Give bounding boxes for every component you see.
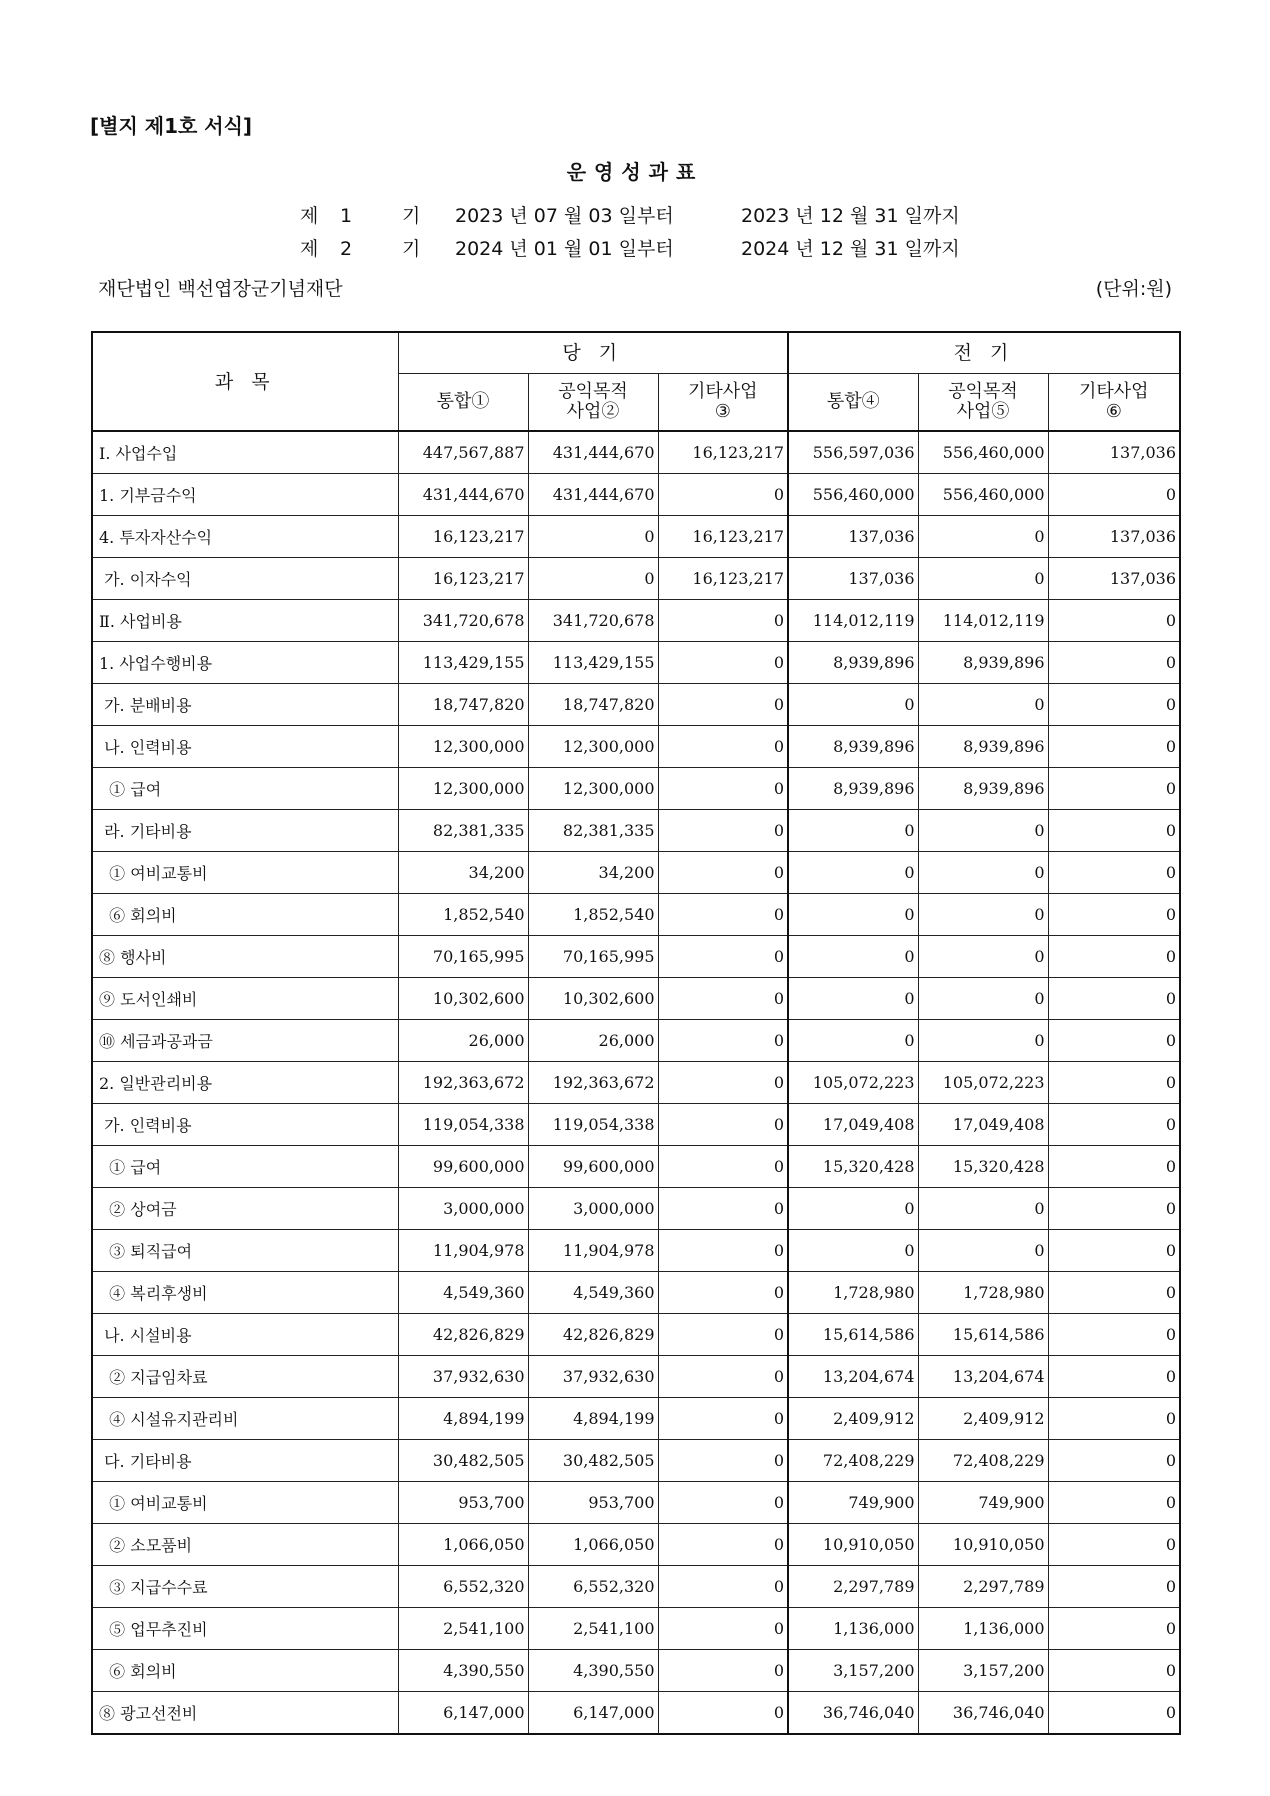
row-value-cell: 12,300,000 [528,726,658,768]
period-to: 2023 년 12 월 31 일까지 [741,205,960,227]
row-value-cell: 1,728,980 [918,1272,1048,1314]
row-value-cell: 556,460,000 [918,431,1048,474]
row-value-cell: 37,932,630 [528,1356,658,1398]
row-value-cell: 8,939,896 [788,726,918,768]
row-value-cell: 0 [1048,1062,1180,1104]
row-value-cell: 0 [788,894,918,936]
column-subheader: 기타사업 ③ [658,374,788,432]
table-row [92,1608,1180,1650]
row-item-label: ① 여비교통비 [92,1482,398,1524]
row-value-cell: 8,939,896 [918,642,1048,684]
row-value-cell: 0 [918,684,1048,726]
row-value-cell: 0 [658,978,788,1020]
row-value-cell: 30,482,505 [528,1440,658,1482]
row-value-cell: 4,549,360 [398,1272,528,1314]
row-value-cell: 0 [918,558,1048,600]
row-value-cell: 12,300,000 [398,768,528,810]
row-value-cell: 0 [658,768,788,810]
row-item-label: ⑧ 행사비 [92,936,398,978]
row-item-label: ④ 시설유지관리비 [92,1398,398,1440]
period-gi: 기 [402,238,421,260]
table-row [92,558,1180,600]
row-value-cell: 431,444,670 [528,431,658,474]
row-value-cell: 0 [1048,1356,1180,1398]
row-value-cell: 341,720,678 [528,600,658,642]
row-value-cell: 10,302,600 [528,978,658,1020]
row-value-cell: 0 [1048,1272,1180,1314]
row-value-cell: 0 [1048,684,1180,726]
row-value-cell: 114,012,119 [788,600,918,642]
row-value-cell: 1,066,050 [528,1524,658,1566]
table-row [92,852,1180,894]
row-value-cell: 1,136,000 [918,1608,1048,1650]
table-body [92,431,1180,1734]
row-value-cell: 2,297,789 [918,1566,1048,1608]
row-value-cell: 11,904,978 [398,1230,528,1272]
row-value-cell: 0 [1048,726,1180,768]
row-value-cell: 15,614,586 [918,1314,1048,1356]
row-value-cell: 0 [1048,1188,1180,1230]
column-subheader: 통합④ [788,374,918,432]
row-value-cell: 431,444,670 [398,474,528,516]
row-value-cell: 556,597,036 [788,431,918,474]
row-value-cell: 15,614,586 [788,1314,918,1356]
row-value-cell: 16,123,217 [658,558,788,600]
row-value-cell: 0 [658,1356,788,1398]
row-item-label: ⑥ 회의비 [92,1650,398,1692]
period-je: 제 [300,238,319,260]
table-row [92,516,1180,558]
row-value-cell: 0 [918,978,1048,1020]
row-value-cell: 105,072,223 [918,1062,1048,1104]
table-row [92,1356,1180,1398]
row-value-cell: 3,157,200 [788,1650,918,1692]
table-row [92,1062,1180,1104]
row-value-cell: 0 [658,1440,788,1482]
row-value-cell: 16,123,217 [398,558,528,600]
row-value-cell: 42,826,829 [398,1314,528,1356]
form-label: [별지 제1호 서식] [90,114,253,138]
row-value-cell: 0 [1048,978,1180,1020]
table-row [92,810,1180,852]
row-value-cell: 10,910,050 [918,1524,1048,1566]
row-value-cell: 0 [918,1020,1048,1062]
row-item-label: ④ 복리후생비 [92,1272,398,1314]
row-value-cell: 42,826,829 [528,1314,658,1356]
table-row [92,1482,1180,1524]
row-value-cell: 0 [658,1398,788,1440]
row-value-cell: 3,157,200 [918,1650,1048,1692]
row-item-label: 다. 기타비용 [92,1440,398,1482]
row-item-label: 2. 일반관리비용 [92,1062,398,1104]
row-value-cell: 82,381,335 [528,810,658,852]
row-value-cell: 114,012,119 [918,600,1048,642]
row-value-cell: 0 [658,1566,788,1608]
row-value-cell: 0 [918,810,1048,852]
row-value-cell: 4,549,360 [528,1272,658,1314]
row-item-label: ⑩ 세금과공과금 [92,1020,398,1062]
row-item-label: ① 급여 [92,1146,398,1188]
row-value-cell: 72,408,229 [918,1440,1048,1482]
row-value-cell: 0 [528,516,658,558]
row-value-cell: 8,939,896 [918,768,1048,810]
period-je: 제 [300,205,319,227]
row-item-label: 나. 인력비용 [92,726,398,768]
row-value-cell: 18,747,820 [398,684,528,726]
row-item-label: 4. 투자자산수익 [92,516,398,558]
row-value-cell: 37,932,630 [398,1356,528,1398]
row-value-cell: 8,939,896 [788,642,918,684]
row-value-cell: 0 [1048,600,1180,642]
row-value-cell: 0 [1048,810,1180,852]
row-value-cell: 2,541,100 [398,1608,528,1650]
row-value-cell: 26,000 [398,1020,528,1062]
row-value-cell: 8,939,896 [918,726,1048,768]
table-row [92,1272,1180,1314]
row-value-cell: 82,381,335 [398,810,528,852]
table-row [92,726,1180,768]
row-value-cell: 113,429,155 [528,642,658,684]
period-to: 2024 년 12 월 31 일까지 [741,238,960,260]
row-value-cell: 16,123,217 [658,431,788,474]
row-value-cell: 3,000,000 [528,1188,658,1230]
row-item-label: 나. 시설비용 [92,1314,398,1356]
row-item-label: ② 상여금 [92,1188,398,1230]
row-value-cell: 0 [788,1020,918,1062]
row-value-cell: 6,147,000 [528,1692,658,1735]
row-value-cell: 0 [1048,1398,1180,1440]
row-item-label: ③ 퇴직급여 [92,1230,398,1272]
table-row [92,1146,1180,1188]
row-value-cell: 4,894,199 [528,1398,658,1440]
row-value-cell: 0 [1048,1566,1180,1608]
row-value-cell: 0 [658,1272,788,1314]
previous-period-header: 전 기 [788,332,1180,374]
row-value-cell: 0 [1048,1314,1180,1356]
row-value-cell: 0 [918,852,1048,894]
row-value-cell: 1,852,540 [398,894,528,936]
row-value-cell: 0 [658,1650,788,1692]
row-value-cell: 2,541,100 [528,1608,658,1650]
current-period-header: 당 기 [398,332,788,374]
organization-name: 재단법인 백선엽장군기념재단 [98,278,343,300]
period-number: 1 [340,205,353,227]
row-value-cell: 70,165,995 [528,936,658,978]
row-value-cell: 70,165,995 [398,936,528,978]
row-value-cell: 16,123,217 [658,516,788,558]
row-value-cell: 1,066,050 [398,1524,528,1566]
table-row [92,936,1180,978]
table-row [92,1398,1180,1440]
table-row [92,1566,1180,1608]
row-value-cell: 341,720,678 [398,600,528,642]
row-value-cell: 10,302,600 [398,978,528,1020]
row-value-cell: 8,939,896 [788,768,918,810]
row-item-label: 1. 기부금수익 [92,474,398,516]
row-value-cell: 0 [788,810,918,852]
row-value-cell: 0 [788,852,918,894]
row-item-label: Ⅰ. 사업수입 [92,431,398,474]
row-value-cell: 10,910,050 [788,1524,918,1566]
row-item-label: ⑧ 광고선전비 [92,1692,398,1735]
row-value-cell: 0 [1048,1524,1180,1566]
table-row [92,1104,1180,1146]
row-item-label: 라. 기타비용 [92,810,398,852]
row-value-cell: 447,567,887 [398,431,528,474]
table-row [92,1692,1180,1735]
row-item-label: ② 지급임차료 [92,1356,398,1398]
row-value-cell: 0 [1048,1146,1180,1188]
row-item-label: ① 급여 [92,768,398,810]
row-value-cell: 0 [658,1062,788,1104]
row-item-label: 가. 이자수익 [92,558,398,600]
row-value-cell: 953,700 [528,1482,658,1524]
row-value-cell: 13,204,674 [788,1356,918,1398]
document-title: 운영성과표 [566,160,704,184]
row-item-label: Ⅱ. 사업비용 [92,600,398,642]
row-value-cell: 113,429,155 [398,642,528,684]
row-value-cell: 0 [658,1104,788,1146]
row-value-cell: 72,408,229 [788,1440,918,1482]
row-value-cell: 0 [658,1314,788,1356]
row-value-cell: 34,200 [398,852,528,894]
row-value-cell: 1,852,540 [528,894,658,936]
row-value-cell: 1,728,980 [788,1272,918,1314]
row-value-cell: 2,409,912 [788,1398,918,1440]
row-value-cell: 953,700 [398,1482,528,1524]
row-value-cell: 0 [658,1230,788,1272]
row-item-label: ② 소모품비 [92,1524,398,1566]
row-item-label: ⑨ 도서인쇄비 [92,978,398,1020]
row-value-cell: 0 [658,936,788,978]
row-value-cell: 6,147,000 [398,1692,528,1735]
row-value-cell: 11,904,978 [528,1230,658,1272]
row-value-cell: 0 [658,810,788,852]
row-value-cell: 556,460,000 [918,474,1048,516]
table-row [92,978,1180,1020]
row-value-cell: 4,390,550 [528,1650,658,1692]
row-value-cell: 18,747,820 [528,684,658,726]
row-value-cell: 0 [1048,1230,1180,1272]
row-value-cell: 15,320,428 [918,1146,1048,1188]
row-value-cell: 26,000 [528,1020,658,1062]
table-row [92,1650,1180,1692]
table-row [92,684,1180,726]
subject-header: 과 목 [92,332,398,431]
row-value-cell: 0 [1048,768,1180,810]
row-value-cell: 0 [658,1188,788,1230]
row-value-cell: 15,320,428 [788,1146,918,1188]
row-value-cell: 0 [918,936,1048,978]
row-value-cell: 119,054,338 [398,1104,528,1146]
row-value-cell: 17,049,408 [788,1104,918,1146]
row-value-cell: 0 [1048,852,1180,894]
row-value-cell: 0 [658,1692,788,1735]
table-row [92,768,1180,810]
row-value-cell: 0 [1048,1104,1180,1146]
row-value-cell: 4,894,199 [398,1398,528,1440]
row-value-cell: 0 [788,1188,918,1230]
row-value-cell: 0 [1048,1020,1180,1062]
row-item-label: ⑤ 업무추진비 [92,1608,398,1650]
row-item-label: ① 여비교통비 [92,852,398,894]
row-value-cell: 0 [658,474,788,516]
unit-label: (단위:원) [1095,278,1172,300]
row-value-cell: 99,600,000 [528,1146,658,1188]
row-value-cell: 17,049,408 [918,1104,1048,1146]
row-value-cell: 137,036 [1048,558,1180,600]
row-value-cell: 0 [1048,1482,1180,1524]
row-value-cell: 36,746,040 [788,1692,918,1735]
row-value-cell: 0 [528,558,658,600]
row-value-cell: 0 [788,684,918,726]
table-row [92,1188,1180,1230]
row-value-cell: 12,300,000 [398,726,528,768]
row-value-cell: 0 [658,1020,788,1062]
row-value-cell: 119,054,338 [528,1104,658,1146]
row-value-cell: 0 [1048,1650,1180,1692]
row-value-cell: 0 [658,1146,788,1188]
period-from: 2024 년 01 월 01 일부터 [455,238,674,260]
row-value-cell: 99,600,000 [398,1146,528,1188]
row-value-cell: 16,123,217 [398,516,528,558]
row-value-cell: 0 [788,978,918,1020]
column-subheader: 공익목적 사업⑤ [918,374,1048,432]
operating-results-table [91,331,1181,1735]
row-value-cell: 4,390,550 [398,1650,528,1692]
row-value-cell: 137,036 [1048,516,1180,558]
row-value-cell: 0 [658,894,788,936]
row-value-cell: 0 [658,684,788,726]
row-value-cell: 556,460,000 [788,474,918,516]
row-value-cell: 192,363,672 [398,1062,528,1104]
column-subheader: 공익목적 사업② [528,374,658,432]
column-subheader: 통합① [398,374,528,432]
row-value-cell: 6,552,320 [398,1566,528,1608]
row-value-cell: 0 [918,516,1048,558]
table-row [92,474,1180,516]
row-value-cell: 12,300,000 [528,768,658,810]
table-row [92,431,1180,474]
row-value-cell: 0 [918,894,1048,936]
row-value-cell: 0 [658,852,788,894]
row-value-cell: 0 [1048,1440,1180,1482]
row-value-cell: 0 [658,1608,788,1650]
row-value-cell: 0 [658,1524,788,1566]
row-item-label: ⑥ 회의비 [92,894,398,936]
row-value-cell: 749,900 [918,1482,1048,1524]
column-subheader: 기타사업 ⑥ [1048,374,1180,432]
row-value-cell: 0 [658,600,788,642]
row-value-cell: 1,136,000 [788,1608,918,1650]
table-row [92,1230,1180,1272]
row-value-cell: 34,200 [528,852,658,894]
row-value-cell: 0 [1048,642,1180,684]
table-row [92,1314,1180,1356]
row-value-cell: 192,363,672 [528,1062,658,1104]
row-item-label: 1. 사업수행비용 [92,642,398,684]
table-row [92,1440,1180,1482]
table-row [92,894,1180,936]
row-value-cell: 137,036 [788,516,918,558]
row-value-cell: 0 [1048,936,1180,978]
row-value-cell: 0 [1048,894,1180,936]
row-value-cell: 30,482,505 [398,1440,528,1482]
period-number: 2 [340,238,353,260]
row-value-cell: 0 [788,1230,918,1272]
row-value-cell: 137,036 [1048,431,1180,474]
row-value-cell: 6,552,320 [528,1566,658,1608]
table-row [92,642,1180,684]
row-value-cell: 0 [658,642,788,684]
row-value-cell: 0 [658,1482,788,1524]
row-value-cell: 749,900 [788,1482,918,1524]
row-value-cell: 3,000,000 [398,1188,528,1230]
table-row [92,1020,1180,1062]
period-gi: 기 [402,205,421,227]
row-value-cell: 0 [658,726,788,768]
period-from: 2023 년 07 월 03 일부터 [455,205,674,227]
row-item-label: 가. 분배비용 [92,684,398,726]
row-value-cell: 2,409,912 [918,1398,1048,1440]
row-value-cell: 0 [1048,1608,1180,1650]
row-value-cell: 105,072,223 [788,1062,918,1104]
row-value-cell: 13,204,674 [918,1356,1048,1398]
row-item-label: 가. 인력비용 [92,1104,398,1146]
row-value-cell: 2,297,789 [788,1566,918,1608]
table-row [92,1524,1180,1566]
row-value-cell: 36,746,040 [918,1692,1048,1735]
table-row [92,600,1180,642]
row-value-cell: 0 [1048,474,1180,516]
row-value-cell: 0 [1048,1692,1180,1735]
row-value-cell: 0 [788,936,918,978]
row-value-cell: 431,444,670 [528,474,658,516]
row-value-cell: 0 [918,1188,1048,1230]
row-item-label: ③ 지급수수료 [92,1566,398,1608]
row-value-cell: 137,036 [788,558,918,600]
row-value-cell: 0 [918,1230,1048,1272]
